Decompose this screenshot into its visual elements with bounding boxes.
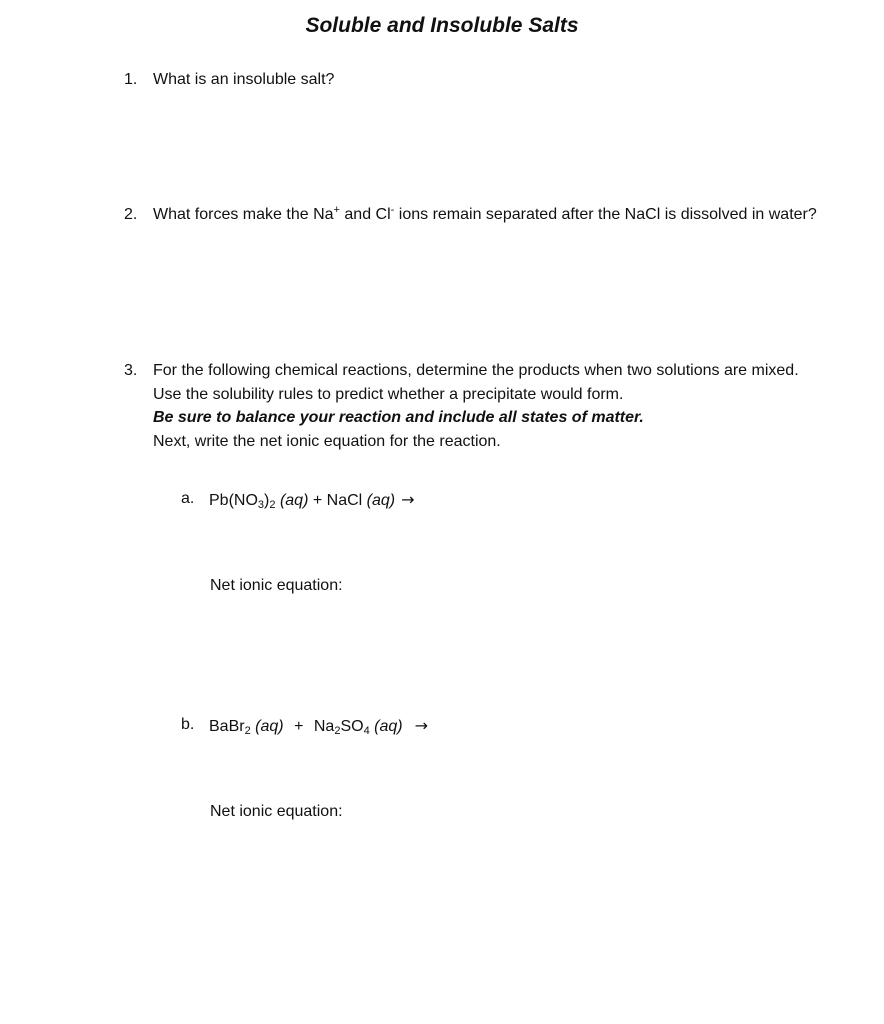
question-text — [153, 359, 824, 453]
instruction-line: Next, write the net ionic equation for the reaction. — [153, 432, 501, 450]
question-number: 2. — [124, 206, 138, 223]
state-label: (aq) — [279, 492, 309, 509]
superscript-charge: + — [333, 204, 340, 216]
state-label: (aq) — [374, 718, 403, 735]
question-text-part: What forces make the Na — [153, 206, 334, 223]
subscript: 2 — [244, 725, 251, 737]
superscript-charge: - — [390, 204, 395, 216]
subscript: 2 — [334, 725, 341, 737]
question-text-part: ions remain separated after the NaCl is dissolved in water? — [394, 206, 817, 223]
question-text: What is an insoluble salt? — [153, 71, 335, 88]
reactant-formula: Na — [313, 718, 335, 735]
reaction-equation — [209, 716, 781, 736]
reactant-formula: BaBr — [209, 718, 245, 735]
right-arrow-icon: → — [401, 490, 415, 509]
net-ionic-label-a: Net ionic equation: — [210, 577, 343, 594]
subscript: 2 — [269, 499, 276, 511]
reactant-formula: Pb(NO — [209, 492, 258, 509]
reaction-a — [181, 490, 781, 510]
net-ionic-label-b: Net ionic equation: — [210, 803, 343, 820]
item-letter: a. — [181, 490, 195, 507]
state-label: (aq) — [366, 492, 396, 509]
question-3 — [124, 359, 824, 453]
reactant-formula: ) — [264, 492, 270, 509]
state-label: (aq) — [255, 718, 284, 735]
question-text-part: and Cl — [339, 206, 391, 223]
question-2 — [124, 203, 824, 227]
right-arrow-icon: → — [414, 716, 428, 735]
instruction-emphasis: Be sure to balance your reaction and include all states of matter. — [153, 409, 644, 426]
question-number: 3. — [124, 362, 138, 379]
plus-sign: + — [312, 492, 323, 509]
item-letter: b. — [181, 716, 195, 733]
instruction-line: For the following chemical reactions, determine the products when two solutions are mixed. Use the solubility rules to predict whether a precipitate would form. — [153, 362, 799, 403]
question-text — [153, 203, 824, 227]
subscript: 4 — [363, 725, 370, 737]
plus-sign: + — [294, 718, 304, 735]
question-1 — [124, 68, 824, 92]
reaction-equation — [209, 490, 781, 510]
reaction-b — [181, 716, 781, 736]
page-title: Soluble and Insoluble Salts — [305, 14, 579, 37]
reactant-formula: NaCl — [326, 492, 363, 509]
question-number: 1. — [124, 71, 138, 88]
reactant-formula: SO — [340, 718, 364, 735]
subscript: 3 — [257, 499, 265, 511]
